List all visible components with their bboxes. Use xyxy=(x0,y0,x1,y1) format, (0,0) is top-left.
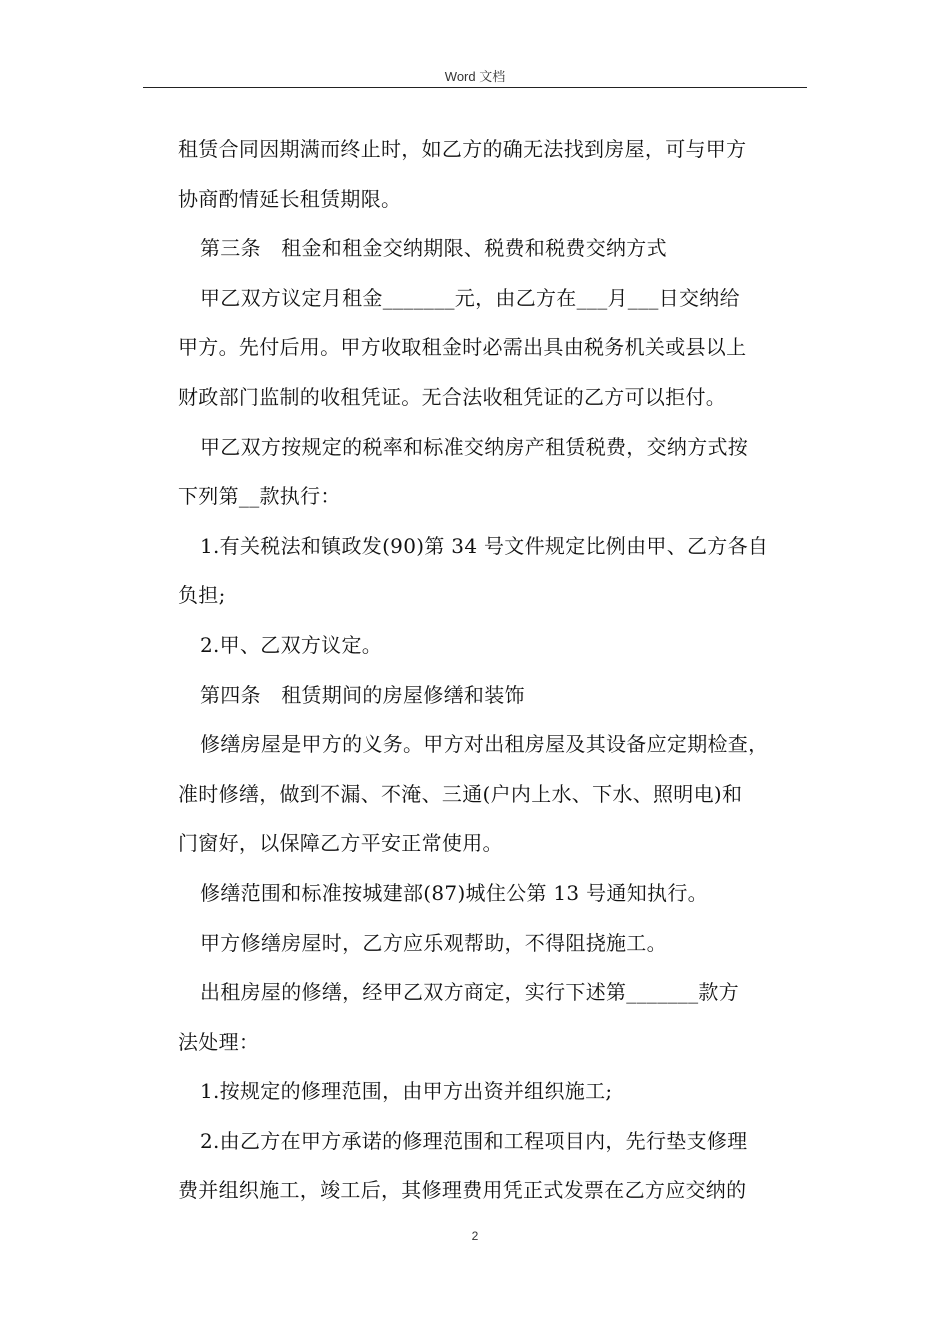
body-line: 租赁合同因期满而终止时，如乙方的确无法找到房屋，可与甲方 xyxy=(178,137,747,161)
body-line: 法处理： xyxy=(178,1029,260,1054)
document-body xyxy=(178,125,818,1216)
body-line: 甲乙双方议定月租金_______元，由乙方在___月___日交纳给 xyxy=(200,285,740,310)
body-line: 1.按规定的修理范围，由甲方出资并组织施工; xyxy=(200,1079,613,1104)
body-line: 财政部门监制的收租凭证。无合法收租凭证的乙方可以拒付。 xyxy=(178,384,727,409)
body-line: 费并组织施工，竣工后，其修理费用凭正式发票在乙方应交纳的 xyxy=(178,1178,747,1203)
body-line: 2.甲、乙双方议定。 xyxy=(200,632,383,657)
body-line: 第三条 租金和租金交纳期限、税费和税费交纳方式 xyxy=(200,236,667,261)
body-line: 门窗好，以保障乙方平安正常使用。 xyxy=(178,831,503,856)
body-line: 准时修缮，做到不漏、不淹、三通(户内上水、下水、照明电)和 xyxy=(178,781,743,806)
page-header: Word 文档 xyxy=(444,69,506,84)
body-line: 修缮房屋是甲方的义务。甲方对出租房屋及其设备应定期检查， xyxy=(200,732,769,757)
body-line: 下列第__款执行： xyxy=(178,484,341,509)
header-divider xyxy=(143,87,807,88)
body-line: 甲方。先付后用。甲方收取租金时必需出具由税务机关或县以上 xyxy=(178,335,747,360)
body-line: 出租房屋的修缮，经甲乙双方商定，实行下述第_______款方 xyxy=(200,980,739,1005)
body-line: 负担; xyxy=(178,583,226,608)
body-line: 1.有关税法和镇政发(90)第 34 号文件规定比例由甲、乙方各自 xyxy=(200,533,769,558)
body-line: 甲方修缮房屋时，乙方应乐观帮助，不得阻挠施工。 xyxy=(200,930,667,955)
body-line: 甲乙双方按规定的税率和标准交纳房产租赁税费，交纳方式按 xyxy=(200,434,749,459)
body-line: 2.由乙方在甲方承诺的修理范围和工程项目内，先行垫支修理 xyxy=(200,1128,748,1153)
body-line: 协商酌情延长租赁期限。 xyxy=(178,186,402,211)
body-line: 第四条 租赁期间的房屋修缮和装饰 xyxy=(200,682,525,707)
body-line: 修缮范围和标准按城建部(87)城住公第 13 号通知执行。 xyxy=(200,880,708,905)
page-number: 2 xyxy=(471,1229,479,1243)
